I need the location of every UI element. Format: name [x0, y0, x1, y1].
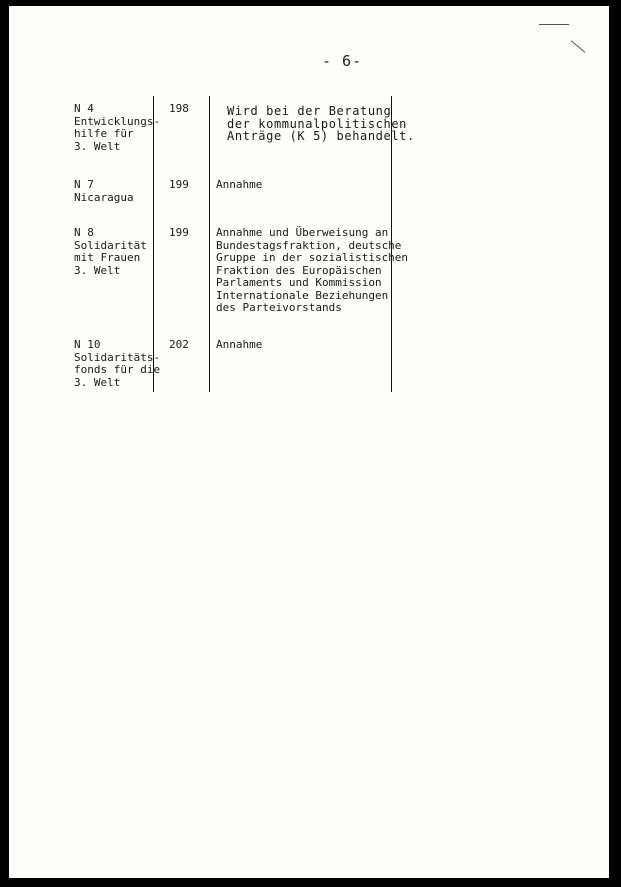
motion-page: 198	[169, 102, 189, 115]
motion-decision: Wird bei der Beratung der kommunalpolitischen Anträge (K 5) behandelt.	[227, 104, 415, 143]
motion-label: N 8 Solidarität mit Frauen 3. Welt	[74, 226, 147, 277]
motion-page: 199	[169, 226, 189, 239]
motion-page: 199	[169, 178, 189, 191]
column-divider-2	[209, 96, 210, 392]
motion-decision: Annahme und Überweisung an Bundestagsfraktion, deutsche Gruppe in der sozialistischen Fraktion des Europäischen Parlaments und Kommission Internationale Beziehungen des Parteivorstands	[216, 226, 409, 314]
scan-mark	[571, 40, 585, 52]
motion-label: N 10 Solidaritäts- fonds für die 3. Welt	[74, 338, 161, 389]
document-page	[9, 6, 609, 878]
page-number: - 6-	[322, 52, 363, 70]
motion-label: N 7 Nicaragua	[74, 178, 134, 204]
scan-mark	[539, 24, 569, 25]
motion-label: N 4 Entwicklungs- hilfe für 3. Welt	[74, 102, 161, 153]
motion-decision: Annahme	[216, 178, 263, 191]
motion-decision: Annahme	[216, 338, 263, 351]
motion-page: 202	[169, 338, 189, 351]
